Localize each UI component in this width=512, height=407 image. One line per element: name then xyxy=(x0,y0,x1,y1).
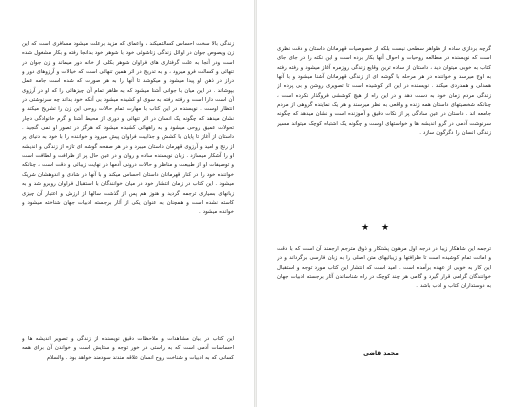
star-icon: ★ xyxy=(381,223,390,233)
right-paragraph-1: گرچه بردازی ساده از ظواهر سطحی نیست بلکه از خصوصیات قهرمانان داستان و دقت نظری است که نویسنده در مطالعه روحیات و احوال آنها بکار برده است و این نکته را در جای جای کتاب به خوبی میتوان دید ، داستان از ساده ترین وقایع زندگی روزمره آغاز میشود و رفته رفته به اوج میرسد و خواننده در هر مرحله با گوشه ای از زندگی قهرمانان آشنا میشود و با آنها همدلی و همدردی میکند . نویسنده در این اثر کوشیده است تا تصویری روشن و بی پرده از زندگی مردم زمان خود به دست دهد و در این راه از هیچ کوششی فروگذار نکرده است ، چنانکه شخصیتهای داستان همه زنده و واقعی به نظر میرسند و هر یک نماینده گروهی از مردم جامعه اند . داستان در عین سادگی پر از نکات دقیق و آموزنده است و نشان میدهد که چگونه سرنوشت آدمی در گرو اندیشه ها و خواستهای اوست و چگونه یک اشتباه کوچک میتواند مسیر زندگی انسان را دگرگون سازد . xyxy=(277,46,491,137)
section-divider xyxy=(347,222,427,238)
left-page xyxy=(0,0,254,407)
translator-signature: محمد قاضی xyxy=(363,350,399,357)
left-paragraph-1: زندگی بالا سخت احساس کسالتمیکند ، واعمای که مزید برعلت میشود مسافری است که این زن ویصوص جوان در اوائل زندگی زناشوئی خود با شوهر خود بدانجا رفته و بکار مشغول شده است ودر آنجا به علت گرفتاری های فراوان شوهر بکلی از خانه دور میماند و زن جوان در تنهائی و کسالت فرو میرود ، و به تدریج در اثر همین تنهائی است که خیالات و آرزوهای دور و دراز در ذهن او پیدا میشود و میکوشد تا آنها را به هر صورت که شده است جامه عمل بپوشاند . در این میان با جوانی آشنا میشود که به ظاهر تمام آن چیزهائی را که او در آرزوی آن است دارا است و رفته رفته به سوی او کشیده میشود بی آنکه خود بداند چه سرنوشتی در انتظار اوست . نویسنده در این کتاب با مهارت تمام حالات روحی این زن را تشریح میکند و نشان میدهد که چگونه یک انسان در اثر تنهائی و دوری از محیط آشنا و گرم خانوادگی دچار تحولات عمیق روحی میشود و به راههائی کشیده میشود که هرگز در تصور او نمی گنجید . داستان از آغاز تا پایان با کشش و جذابیت فراوان پیش میرود و خواننده را با خود به دنیای پر از رنج و امید و آرزوی قهرمان داستان میبرد و در هر صفحه گوشه ای تازه از زندگی و اندیشه او را آشکار میسازد . زبان نویسنده ساده و روان و در عین حال پر از ظرافت و لطافت است و توصیفات او از طبیعت و مناظر و حالات درونی آدمها در نهایت زیبائی و دقت است ، چنانکه خواننده خود را در کنار قهرمانان داستان احساس میکند و با آنها در شادی و اندوهشان شریک میشود . این کتاب در زمان انتشار خود در میان خوانندگان با استقبال فراوان روبرو شد و به زبانهای بسیاری ترجمه گردید و هنوز هم پس از گذشت سالها از ارزش و اعتبار آن چیزی کاسته نشده است و همچنان به عنوان یکی از آثار برجسته ادبیات جهان شناخته میشود و خوانده میشود . xyxy=(22,41,234,216)
right-paragraph-2: ترجمه این شاهکار زیبا در درجه اول مرهون پشتکار و ذوق مترجم ارجمند آن است که با دقت و امانت تمام کوشیده است تا ظرافتها و زیبائیهای متن اصلی را به زبان فارسی برگرداند و در این کار به خوبی از عهده برآمده است . امید است که انتشار این کتاب مورد توجه و استقبال خوانندگان گرامی قرار گیرد و گامی هر چند کوچک در راه شناساندن آثار برجسته ادبیات جهان به دوستداران کتاب و ادب باشد . xyxy=(277,246,491,290)
star-icon: ★ xyxy=(361,223,370,233)
right-page xyxy=(257,0,512,407)
left-paragraph-2: این کتاب در بیان مشاهدات و ملاحظات دقیق نویسنده از زندگی و تصویر اندیشه ها و احساسات آدمی است که به راستی در خور توجه و ستایش است و خواندن آن برای همه کسانی که به ادبیات و شناخت روح انسان علاقه مندند سودمند خواهد بود . والسلام xyxy=(22,336,234,361)
